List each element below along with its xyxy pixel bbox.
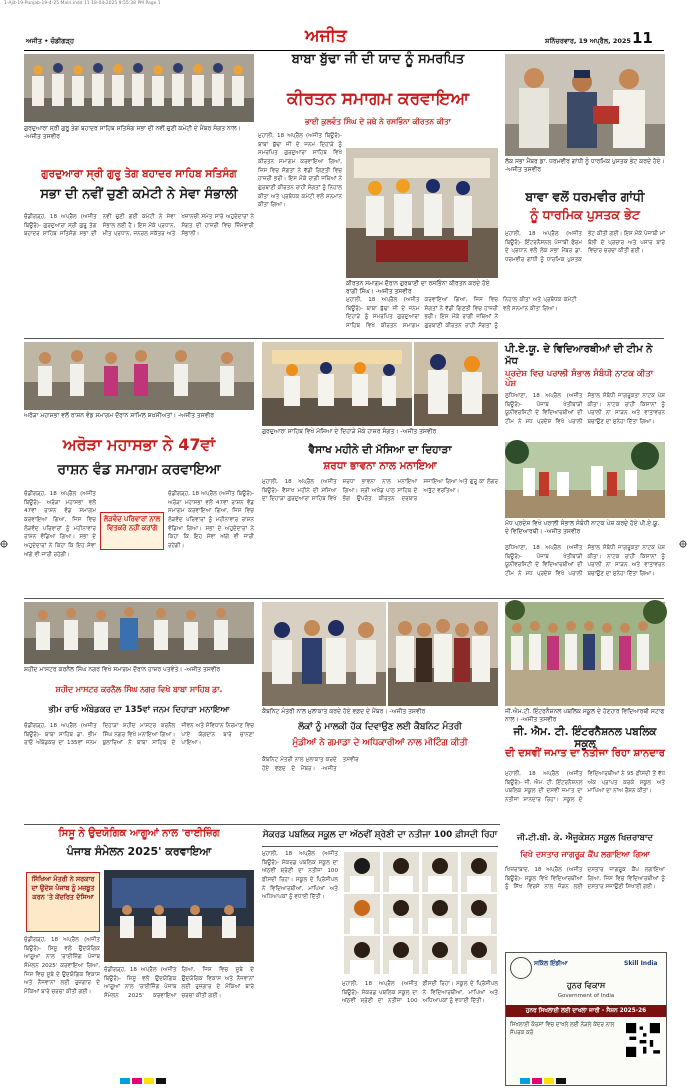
bawa-photo bbox=[505, 54, 665, 156]
pau-photo bbox=[505, 442, 665, 518]
shaheed-headline-2: ਭੀਮ ਰਾਓ ਅੰਬੇਡਕਰ ਦਾ 135ਵਾਂ ਜਨਮ ਦਿਹਾੜਾ ਮਨਾਇਆ bbox=[48, 705, 230, 715]
baba-budha-body-2: ਮੁਹਾਲੀ, 18 ਅਪ੍ਰੈਲ (ਅਜੀਤ ਬਿਊਰੋ)- ਬਾਬਾ ਬੁੱਢਾ ਜੀ ਦੇ ਜਨਮ ਦਿਹਾੜੇ ਨੂੰ ਸਮਰਪਿਤ ਗੁਰਦੁਆਰਾ ਸਾਹਿਬ ਵਿਖੇ ਕੀਰਤਨ ਸਮਾਗਮ ਕਰਵਾਇਆ ਗਿਆ, ਜਿਸ ਵਿਚ ਸੰਗਤਾਂ ਨੇ ਵੱਡੀ ਗਿਣਤੀ ਵਿਚ ਹਾਜ਼ਰੀ ਭਰੀ। ਇਸ ਮੌਕੇ ਰਾਗੀ ਜਥਿਆਂ ਨੇ ਗੁਰਬਾਣੀ ਕੀਰਤਨ ਰਾਹੀਂ ਸੰਗਤਾਂ ਨੂੰ ਨਿਹਾਲ ਕੀਤਾ ਅਤੇ ਪ੍ਰਬੰਧਕ ਕਮੇਟੀ ਵਲੋਂ ਸਨਮਾਨ ਕੀਤਾ ਗਿਆ। bbox=[346, 297, 577, 329]
sacred-body: ਮੁਹਾਲੀ, 18 ਅਪ੍ਰੈਲ (ਅਜੀਤ ਬਿਊਰੋ)- ਸੇਕਰਡ ਪਬਲਿਕ ਸਕੂਲ ਦਾ ਅੱਠਵੀਂ ਸ਼੍ਰੇਣੀ ਦਾ ਨਤੀਜਾ 100 ਫ਼ੀਸਦੀ ਰਿਹਾ। ਸਕੂਲ ਦੇ ਪ੍ਰਿੰਸੀਪਲ ਨੇ ਵਿਦਿਆਰਥੀਆਂ, ਮਾਪਿਆਂ ਅਤੇ ਅਧਿਆਪਕਾਂ ਨੂੰ ਵਧਾਈ ਦਿੱਤੀ। bbox=[262, 851, 338, 901]
masthead-section: ਅਜੀਤ • ਚੰਡੀਗੜ੍ਹ bbox=[26, 37, 74, 45]
gmt-headline-2: ਦੀ ਦਸਵੀਂ ਜਮਾਤ ਦਾ ਨਤੀਜਾ ਰਿਹਾ ਸ਼ਾਨਦਾਰ bbox=[505, 748, 665, 759]
vaisakhi-body: ਮੁਹਾਲੀ, 18 ਅਪ੍ਰੈਲ (ਅਜੀਤ ਬਿਊਰੋ)- ਵੈਸਾਖ ਮਹੀਨੇ ਦੀ ਮੱਸਿਆ ਦਾ ਦਿਹਾੜਾ ਗੁਰਦੁਆਰਾ ਸਾਹਿਬ ਵਿਖੇ ਸ਼ਰਧਾ ਭਾਵਨਾ ਨਾਲ ਮਨਾਇਆ ਗਿਆ। ਸ੍ਰੀ ਅਖੰਡ ਪਾਠ ਸਾਹਿਬ ਦੇ ਭੋਗ ਉਪਰੰਤ ਕੀਰਤਨ ਦਰਬਾਰ ਸਜਾਇਆ ਗਿਆ ਅਤੇ ਗੁਰੂ ਕਾ ਲੰਗਰ ਅਤੁੱਟ ਵਰਤਿਆ। bbox=[262, 479, 498, 503]
sacred-headline: ਸੇਕਰਡ ਪਬਲਿਕ ਸਕੂਲ ਦਾ ਅੱਠਵੀਂ ਸ਼੍ਰੇਣੀ ਦਾ ਨਤੀਜਾ 100 ਫ਼ੀਸਦੀ ਰਿਹਾ bbox=[262, 830, 498, 840]
colour-bar-yellow bbox=[144, 1078, 154, 1084]
bawa-headline-1: ਬਾਵਾ ਵਲੋਂ ਧਰਮਵੀਰ ਗਾਂਧੀ bbox=[525, 189, 645, 204]
committee-top-photo bbox=[24, 54, 254, 122]
gmt-headline-1: ਜੀ. ਐਮ. ਟੀ. ਇੰਟਰਨੈਸ਼ਨਲ ਪਬਲਿਕ ਸਕੂਲ bbox=[513, 726, 657, 751]
cabinet-photo-2 bbox=[388, 602, 498, 706]
sisu-headline-2: ਪੰਜਾਬ ਸੰਮੇਲਨ 2025' ਕਰਵਾਇਆ bbox=[66, 845, 212, 858]
gtb-body: ਖਿਜ਼ਰਾਬਾਦ, 18 ਅਪ੍ਰੈਲ (ਅਜੀਤ ਬਿਊਰੋ)- ਸਕੂਲ ਵਿਖੇ ਵਿਦਿਆਰਥੀਆਂ ਨੂੰ ਸਿੱਖ ਵਿਰਸੇ ਨਾਲ ਜੋੜਨ ਲਈ ਦਸਤਾਰ ਜਾਗਰੂਕ ਕੈਂਪ ਲਗਾਇਆ ਗਿਆ, ਜਿਸ ਵਿਚ ਵਿਦਿਆਰਥੀਆਂ ਨੂੰ ਦਸਤਾਰ ਸਜਾਉਣੀ ਸਿਖਾਈ ਗਈ। bbox=[505, 867, 665, 891]
cabinet-body: ਕੈਬਨਿਟ ਮੰਤਰੀ ਨਾਲ ਮੁਲਾਕਾਤ ਕਰਦੇ ਹੋਏ ਵਫ਼ਦ ਦੇ ਮੈਂਬਰ। -ਅਜੀਤ ਤਸਵੀਰ bbox=[262, 757, 359, 772]
masthead-rule bbox=[24, 50, 664, 51]
gtb-headline-2: ਵਿਖੇ ਦਸਤਾਰ ਜਾਗਰੂਕ ਕੈਂਪ ਲਗਾਇਆ ਗਿਆ bbox=[520, 850, 650, 859]
shaheed-photo-caption: ਸ਼ਹੀਦ ਮਾਸਟਰ ਕਰਨੈਲ ਸਿੰਘ ਨਗਰ ਵਿਖੇ ਸਮਾਗਮ ਦੌਰਾਨ ਹਾਜ਼ਰ ਪਤਵੰਤੇ। -ਅਜੀਤ ਤਸਵੀਰ bbox=[24, 666, 221, 673]
arora-body-2: ਚੰਡੀਗੜ੍ਹ, 18 ਅਪ੍ਰੈਲ (ਅਜੀਤ ਬਿਊਰੋ)- ਅਰੋੜਾ ਮਹਾਸਭਾ ਵਲੋਂ 47ਵਾਂ ਰਾਸ਼ਨ ਵੰਡ ਸਮਾਗਮ ਕਰਵਾਇਆ ਗਿਆ, ਜਿਸ ਵਿਚ ਲੋੜਵੰਦ ਪਰਿਵਾਰਾਂ ਨੂੰ ਮਹੀਨਾਵਾਰ ਰਾਸ਼ਨ ਵੰਡਿਆ ਗਿਆ। ਸਭਾ ਦੇ ਅਹੁਦੇਦਾਰਾਂ ਨੇ ਕਿਹਾ ਕਿ ਇਹ ਸੇਵਾ ਅੱਗੇ ਵੀ ਜਾਰੀ ਰਹੇਗੀ। bbox=[168, 491, 254, 549]
skill-india-ad bbox=[505, 952, 667, 1086]
ad-brand-right: Skill India bbox=[624, 960, 658, 967]
sisu-body: ਚੰਡੀਗੜ੍ਹ, 18 ਅਪ੍ਰੈਲ (ਅਜੀਤ ਬਿਊਰੋ)- ਸਿਸੂ ਵਲੋਂ ਉਦਯੋਗਿਕ ਆਗੂਆਂ ਨਾਲ 'ਰਾਈਜ਼ਿੰਗ ਪੰਜਾਬ ਸੰਮੇਲਨ 2025' ਕਰਵਾਇਆ ਗਿਆ, ਜਿਸ ਵਿਚ ਸੂਬੇ ਦੇ ਉਦਯੋਗਿਕ ਵਿਕਾਸ ਅਤੇ ਨੌਜਵਾਨਾਂ ਲਈ ਰੁਜ਼ਗਾਰ ਦੇ ਮੌਕਿਆਂ ਬਾਰੇ ਚਰਚਾ ਕੀਤੀ ਗਈ। bbox=[24, 937, 100, 995]
ad-body: ਸਿਖਲਾਈ ਕੋਰਸਾਂ ਵਿਚ ਦਾਖਲੇ ਲਈ ਨੇੜਲੇ ਕੇਂਦਰ ਨਾਲ ਸੰਪਰਕ ਕਰੋ bbox=[510, 1022, 615, 1037]
sacred-rule bbox=[262, 846, 498, 847]
sisu-pullquote: ਸਿੱਖਿਆ ਮੰਤਰੀ ਨੇ ਸਰਕਾਰ ਦਾ ਉਦੇਸ਼ ਪੰਜਾਬ ਨੂੰ ਮਜ਼ਬੂਤ ਕਰਨ 'ਤੇ ਕੇਂਦਰਿਤ ਦੱਸਿਆ bbox=[26, 872, 100, 932]
vaisakhi-photo bbox=[262, 342, 412, 426]
pau-headline-1: ਪੀ.ਏ.ਯੂ. ਦੇ ਵਿਦਿਆਰਥੀਆਂ ਦੀ ਟੀਮ ਨੇ ਮੱਧ bbox=[505, 344, 653, 367]
baba-budha-subhead: ਭਾਈ ਕੁਲਵੰਤ ਸਿੰਘ ਦੇ ਜਥੇ ਨੇ ਰਸਭਿੰਨਾ ਕੀਰਤਨ ਕੀਤਾ bbox=[305, 117, 451, 126]
row-2-rule bbox=[24, 598, 664, 599]
committee-photo-caption: ਗੁਰਦੁਆਰਾ ਸ੍ਰੀ ਗੁਰੂ ਤੇਗ ਬਹਾਦਰ ਸਾਹਿਬ ਸਤਿਸੰਗ ਸਭਾ ਦੀ ਨਵੀਂ ਚੁਣੀ ਕਮੇਟੀ ਦੇ ਮੈਂਬਰ ਸੰਗਤ ਨਾਲ। -ਅਜੀਤ ਤਸਵੀਰ bbox=[24, 125, 241, 140]
arora-headline-1: ਅਰੋੜਾ ਮਹਾਸਭਾ ਨੇ 47ਵਾਂ bbox=[62, 435, 216, 454]
cabinet-headline-2: ਮੁੰਡੀਆਂ ਨੇ ਗਮਾਡਾ ਦੇ ਅਧਿਕਾਰੀਆਂ ਨਾਲ ਮੀਟਿੰਗ ਕੀਤੀ bbox=[292, 738, 468, 748]
bawa-body: ਮੁਹਾਲੀ, 18 ਅਪ੍ਰੈਲ (ਅਜੀਤ ਬਿਊਰੋ)- ਇੰਟਰਨੈਸ਼ਨਲ ਪੰਜਾਬੀ ਫੋਰਮ ਦੇ ਪ੍ਰਧਾਨ ਵਲੋਂ ਲੋਕ ਸਭਾ ਮੈਂਬਰ ਡਾ. ਧਰਮਵੀਰ ਗਾਂਧੀ ਨੂੰ ਧਾਰਮਿਕ ਪੁਸਤਕ ਭੇਟ ਕੀਤੀ ਗਈ। ਇਸ ਮੌਕੇ ਪੰਜਾਬੀ ਮਾਂ ਬੋਲੀ ਦੇ ਪ੍ਰਚਾਰ ਅਤੇ ਪਸਾਰ ਬਾਰੇ ਵਿਚਾਰ ਚਰਚਾ ਕੀਤੀ ਗਈ। bbox=[505, 231, 665, 263]
cabinet-photo bbox=[262, 602, 386, 706]
committee-body: ਚੰਡੀਗੜ੍ਹ, 18 ਅਪ੍ਰੈਲ (ਅਜੀਤ ਬਿਊਰੋ)- ਗੁਰਦੁਆਰਾ ਸ੍ਰੀ ਗੁਰੂ ਤੇਗ ਬਹਾਦਰ ਸਾਹਿਬ ਸਤਿਸੰਗ ਸਭਾ ਦੀ ਨਵੀਂ ਚੁਣੀ ਗਈ ਕਮੇਟੀ ਨੇ ਸੇਵਾ ਸੰਭਾਲ ਲਈ ਹੈ। ਇਸ ਮੌਕੇ ਪ੍ਰਧਾਨ, ਮੀਤ ਪ੍ਰਧਾਨ, ਜਨਰਲ ਸਕੱਤਰ ਅਤੇ ਖਜ਼ਾਨਚੀ ਸਮੇਤ ਸਾਰੇ ਅਹੁਦੇਦਾਰਾਂ ਨੇ ਸੰਗਤ ਦੀ ਹਾਜ਼ਰੀ ਵਿਚ ਜ਼ਿੰਮੇਵਾਰੀ ਸੰਭਾਲੀ। bbox=[24, 214, 254, 238]
committee-headline-2: ਸਭਾ ਦੀ ਨਵੀਂ ਚੁਣੀ ਕਮੇਟੀ ਨੇ ਸੇਵਾ ਸੰਭਾਲੀ bbox=[40, 187, 238, 202]
bawa-headline-2: ਨੂੰ ਧਾਰਮਿਕ ਪੁਸਤਕ ਭੇਟ bbox=[530, 207, 640, 222]
shaheed-headline-1: ਸ਼ਹੀਦ ਮਾਸਟਰ ਕਰਨੈਲ ਸਿੰਘ ਨਗਰ ਵਿਖੇ ਬਾਬਾ ਸਾਹਿਬ ਡਾ. bbox=[55, 685, 223, 694]
sacred-photos bbox=[342, 850, 498, 976]
gtb-headline-1: ਜੀ.ਟੀ.ਬੀ. ਕੇ. ਐਜੂਕੇਸ਼ਨ ਸਕੂਲ ਖਿਜ਼ਰਾਬਾਦ bbox=[516, 833, 654, 843]
colour-bar-magenta-2 bbox=[532, 1078, 542, 1084]
pau-headline-2: ਪ੍ਰਦੇਸ਼ ਵਿਚ ਪਰਾਲੀ ਸੰਭਾਲ ਸੰਬੰਧੀ ਨਾਟਕ ਕੀਤਾ ਪੇਸ਼ bbox=[505, 369, 654, 389]
baba-budha-headline-2: ਕੀਰਤਨ ਸਮਾਗਮ ਕਰਵਾਇਆ bbox=[287, 89, 469, 109]
shaheed-body: ਚੰਡੀਗੜ੍ਹ, 18 ਅਪ੍ਰੈਲ (ਅਜੀਤ ਬਿਊਰੋ)- ਬਾਬਾ ਸਾਹਿਬ ਡਾ. ਭੀਮ ਰਾਓ ਅੰਬੇਡਕਰ ਦਾ 135ਵਾਂ ਜਨਮ ਦਿਹਾੜਾ ਸ਼ਹੀਦ ਮਾਸਟਰ ਕਰਨੈਲ ਸਿੰਘ ਨਗਰ ਵਿਖੇ ਮਨਾਇਆ ਗਿਆ। ਬੁਲਾਰਿਆਂ ਨੇ ਬਾਬਾ ਸਾਹਿਬ ਦੇ ਜੀਵਨ ਅਤੇ ਸੰਵਿਧਾਨ ਨਿਰਮਾਣ ਵਿਚ ਪਾਏ ਯੋਗਦਾਨ ਬਾਰੇ ਚਾਨਣਾ ਪਾਇਆ। bbox=[24, 723, 254, 747]
shaheed-photo bbox=[24, 602, 254, 664]
colour-bar-yellow-2 bbox=[544, 1078, 554, 1084]
printer-slug: 1-Ajit-19-Punjab-19-4-25 Main.indd 11 18-04-2025 9:55:38 PM Page 1 bbox=[4, 1, 161, 6]
sacred-body-2: ਮੁਹਾਲੀ, 18 ਅਪ੍ਰੈਲ (ਅਜੀਤ ਬਿਊਰੋ)- ਸੇਕਰਡ ਪਬਲਿਕ ਸਕੂਲ ਦਾ ਅੱਠਵੀਂ ਸ਼੍ਰੇਣੀ ਦਾ ਨਤੀਜਾ 100 ਫ਼ੀਸਦੀ ਰਿਹਾ। ਸਕੂਲ ਦੇ ਪ੍ਰਿੰਸੀਪਲ ਨੇ ਵਿਦਿਆਰਥੀਆਂ, ਮਾਪਿਆਂ ਅਤੇ ਅਧਿਆਪਕਾਂ ਨੂੰ ਵਧਾਈ ਦਿੱਤੀ। bbox=[342, 981, 498, 1005]
cabinet-headline-1: ਲੋਕਾਂ ਨੂੰ ਮਾਲਕੀ ਹੱਕ ਦਿਵਾਉਣ ਲਈ ਕੈਬਨਿਟ ਮੰਤਰੀ bbox=[298, 722, 462, 732]
colour-bar-black-2 bbox=[556, 1078, 566, 1084]
pau-body: ਲੁਧਿਆਣਾ, 18 ਅਪ੍ਰੈਲ (ਅਜੀਤ ਬਿਊਰੋ)- ਪੰਜਾਬ ਖੇਤੀਬਾੜੀ ਯੂਨੀਵਰਸਿਟੀ ਦੇ ਵਿਦਿਆਰਥੀਆਂ ਦੀ ਟੀਮ ਨੇ ਮੱਧ ਪ੍ਰਦੇਸ਼ ਵਿਖੇ ਪਰਾਲੀ ਸੰਭਾਲ ਸੰਬੰਧੀ ਜਾਗਰੂਕਤਾ ਨਾਟਕ ਪੇਸ਼ ਕੀਤਾ। ਨਾਟਕ ਰਾਹੀਂ ਕਿਸਾਨਾਂ ਨੂੰ ਪਰਾਲੀ ਨਾ ਸਾੜਨ ਅਤੇ ਵਾਤਾਵਰਨ ਬਚਾਉਣ ਦਾ ਸੁਨੇਹਾ ਦਿੱਤਾ ਗਿਆ। bbox=[505, 393, 665, 425]
vaisakhi-photo-2 bbox=[414, 342, 498, 426]
colour-bar-magenta bbox=[132, 1078, 142, 1084]
cabinet-photo-caption: ਕੈਬਨਿਟ ਮੰਤਰੀ ਨਾਲ ਮੁਲਾਕਾਤ ਕਰਦੇ ਹੋਏ ਵਫ਼ਦ ਦੇ ਮੈਂਬਰ। -ਅਜੀਤ ਤਸਵੀਰ bbox=[262, 708, 426, 715]
baba-budha-body: ਮੁਹਾਲੀ, 18 ਅਪ੍ਰੈਲ (ਅਜੀਤ ਬਿਊਰੋ)- ਬਾਬਾ ਬੁੱਢਾ ਜੀ ਦੇ ਜਨਮ ਦਿਹਾੜੇ ਨੂੰ ਸਮਰਪਿਤ ਗੁਰਦੁਆਰਾ ਸਾਹਿਬ ਵਿਖੇ ਕੀਰਤਨ ਸਮਾਗਮ ਕਰਵਾਇਆ ਗਿਆ, ਜਿਸ ਵਿਚ ਸੰਗਤਾਂ ਨੇ ਵੱਡੀ ਗਿਣਤੀ ਵਿਚ ਹਾਜ਼ਰੀ ਭਰੀ। ਇਸ ਮੌਕੇ ਰਾਗੀ ਜਥਿਆਂ ਨੇ ਗੁਰਬਾਣੀ ਕੀਰਤਨ ਰਾਹੀਂ ਸੰਗਤਾਂ ਨੂੰ ਨਿਹਾਲ ਕੀਤਾ ਅਤੇ ਪ੍ਰਬੰਧਕ ਕਮੇਟੀ ਵਲੋਂ ਸਨਮਾਨ ਕੀਤਾ ਗਿਆ। bbox=[258, 133, 342, 209]
pau-body-2: ਲੁਧਿਆਣਾ, 18 ਅਪ੍ਰੈਲ (ਅਜੀਤ ਬਿਊਰੋ)- ਪੰਜਾਬ ਖੇਤੀਬਾੜੀ ਯੂਨੀਵਰਸਿਟੀ ਦੇ ਵਿਦਿਆਰਥੀਆਂ ਦੀ ਟੀਮ ਨੇ ਮੱਧ ਪ੍ਰਦੇਸ਼ ਵਿਖੇ ਪਰਾਲੀ ਸੰਭਾਲ ਸੰਬੰਧੀ ਜਾਗਰੂਕਤਾ ਨਾਟਕ ਪੇਸ਼ ਕੀਤਾ। ਨਾਟਕ ਰਾਹੀਂ ਕਿਸਾਨਾਂ ਨੂੰ ਪਰਾਲੀ ਨਾ ਸਾੜਨ ਅਤੇ ਵਾਤਾਵਰਨ ਬਚਾਉਣ ਦਾ ਸੁਨੇਹਾ ਦਿੱਤਾ ਗਿਆ। bbox=[505, 545, 665, 577]
ad-brand-left: ਸਕਿੱਲ ਇੰਡੀਆ bbox=[534, 960, 568, 967]
ad-emblem-icon bbox=[510, 957, 532, 979]
ad-subtitle: Government of India bbox=[557, 993, 615, 999]
gmt-photo-caption: ਜੀ.ਐਮ.ਟੀ. ਇੰਟਰਨੈਸ਼ਨਲ ਪਬਲਿਕ ਸਕੂਲ ਦੇ ਹੋਣਹਾਰ ਵਿਦਿਆਰਥੀ ਸਟਾਫ ਨਾਲ। -ਅਜੀਤ ਤਸਵੀਰ bbox=[505, 708, 665, 723]
baba-budha-photo bbox=[346, 148, 498, 278]
colour-bar-cyan-2 bbox=[520, 1078, 530, 1084]
baba-budha-photo-caption: ਕੀਰਤਨ ਸਮਾਗਮ ਦੌਰਾਨ ਗੁਰਬਾਣੀ ਦਾ ਰਸਭਿੰਨਾ ਕੀਰਤਨ ਕਰਦੇ ਹੋਏ ਰਾਗੀ ਸਿੰਘ। -ਅਜੀਤ ਤਸਵੀਰ bbox=[346, 280, 490, 295]
ad-banner: ਹੁਨਰ ਸਿਖਲਾਈ ਲਈ ਦਾਖਲਾ ਜਾਰੀ - ਸੈਸ਼ਨ 2025-26 bbox=[506, 1005, 666, 1017]
masthead-logo: ਅਜੀਤ bbox=[305, 26, 347, 46]
vaisakhi-headline-2: ਸ਼ਰਧਾ ਭਾਵਨਾ ਨਾਲ ਮਨਾਇਆ bbox=[323, 460, 437, 472]
row-1-rule bbox=[24, 338, 664, 339]
sisu-photo bbox=[104, 870, 254, 962]
baba-budha-headline-1: ਬਾਬਾ ਬੁੱਢਾ ਜੀ ਦੀ ਯਾਦ ਨੂੰ ਸਮਰਪਿਤ bbox=[291, 52, 465, 67]
arora-pullquote: ਲੋੜਵੰਦ ਪਰਿਵਾਰਾਂ ਨਾਲ ਵਿਤਕਰੇ ਨਹੀਂ ਕਰਾਂਗੇ bbox=[100, 512, 164, 550]
row-3-rule bbox=[24, 824, 500, 825]
ad-qr-code-icon bbox=[626, 1023, 660, 1057]
colour-bar-black bbox=[156, 1078, 166, 1084]
committee-headline-1: ਗੁਰਦੁਆਰਾ ਸ੍ਰੀ ਗੁਰੂ ਤੇਗ ਬਹਾਦਰ ਸਾਹਿਬ ਸਤਿਸੰਗ bbox=[41, 168, 237, 180]
registration-mark-right bbox=[679, 540, 687, 548]
sisu-body-2: ਚੰਡੀਗੜ੍ਹ, 18 ਅਪ੍ਰੈਲ (ਅਜੀਤ ਬਿਊਰੋ)- ਸਿਸੂ ਵਲੋਂ ਉਦਯੋਗਿਕ ਆਗੂਆਂ ਨਾਲ 'ਰਾਈਜ਼ਿੰਗ ਪੰਜਾਬ ਸੰਮੇਲਨ 2025' ਕਰਵਾਇਆ ਗਿਆ, ਜਿਸ ਵਿਚ ਸੂਬੇ ਦੇ ਉਦਯੋਗਿਕ ਵਿਕਾਸ ਅਤੇ ਨੌਜਵਾਨਾਂ ਲਈ ਰੁਜ਼ਗਾਰ ਦੇ ਮੌਕਿਆਂ ਬਾਰੇ ਚਰਚਾ ਕੀਤੀ ਗਈ। bbox=[104, 967, 254, 999]
arora-photo bbox=[24, 342, 254, 410]
page-number: 11 bbox=[632, 29, 653, 47]
ad-title: ਹੁਨਰ ਵਿਕਾਸ bbox=[566, 981, 606, 990]
colour-bar-cyan bbox=[120, 1078, 130, 1084]
gmt-body: ਮੁਹਾਲੀ, 18 ਅਪ੍ਰੈਲ (ਅਜੀਤ ਬਿਊਰੋ)- ਜੀ. ਐਮ. ਟੀ. ਇੰਟਰਨੈਸ਼ਨਲ ਪਬਲਿਕ ਸਕੂਲ ਦੀ ਦਸਵੀਂ ਜਮਾਤ ਦਾ ਨਤੀਜਾ ਸ਼ਾਨਦਾਰ ਰਿਹਾ। ਸਕੂਲ ਦੇ ਵਿਦਿਆਰਥੀਆਂ ਨੇ 95 ਫ਼ੀਸਦੀ ਤੋਂ ਵੱਧ ਅੰਕ ਪ੍ਰਾਪਤ ਕਰਕੇ ਸਕੂਲ ਅਤੇ ਮਾਪਿਆਂ ਦਾ ਨਾਂਅ ਰੌਸ਼ਨ ਕੀਤਾ। bbox=[505, 771, 665, 803]
gmt-photo bbox=[505, 602, 665, 706]
bawa-photo-caption: ਲੋਕ ਸਭਾ ਮੈਂਬਰ ਡਾ. ਧਰਮਵੀਰ ਗਾਂਧੀ ਨੂੰ ਧਾਰਮਿਕ ਪੁਸਤਕ ਭੇਟ ਕਰਦੇ ਹੋਏ। -ਅਜੀਤ ਤਸਵੀਰ bbox=[505, 158, 665, 173]
registration-mark-left bbox=[0, 540, 8, 548]
arora-headline-2: ਰਾਸ਼ਨ ਵੰਡ ਸਮਾਗਮ ਕਰਵਾਇਆ bbox=[57, 462, 221, 478]
pau-photo-caption: ਮੱਧ ਪ੍ਰਦੇਸ਼ ਵਿਖੇ ਪਰਾਲੀ ਸੰਭਾਲ ਸੰਬੰਧੀ ਨਾਟਕ ਪੇਸ਼ ਕਰਦੇ ਹੋਏ ਪੀ.ਏ.ਯੂ. ਦੇ ਵਿਦਿਆਰਥੀ। -ਅਜੀਤ ਤਸਵੀਰ bbox=[505, 520, 660, 535]
arora-photo-caption: ਅਰੋੜਾ ਮਹਾਸਭਾ ਵਲੋਂ ਰਾਸ਼ਨ ਵੰਡ ਸਮਾਗਮ ਦੌਰਾਨ ਸ਼ਾਮਿਲ ਸ਼ਖ਼ਸੀਅਤਾਂ। -ਅਜੀਤ ਤਸਵੀਰ bbox=[24, 412, 214, 419]
arora-body: ਚੰਡੀਗੜ੍ਹ, 18 ਅਪ੍ਰੈਲ (ਅਜੀਤ ਬਿਊਰੋ)- ਅਰੋੜਾ ਮਹਾਸਭਾ ਵਲੋਂ 47ਵਾਂ ਰਾਸ਼ਨ ਵੰਡ ਸਮਾਗਮ ਕਰਵਾਇਆ ਗਿਆ, ਜਿਸ ਵਿਚ ਲੋੜਵੰਦ ਪਰਿਵਾਰਾਂ ਨੂੰ ਮਹੀਨਾਵਾਰ ਰਾਸ਼ਨ ਵੰਡਿਆ ਗਿਆ। ਸਭਾ ਦੇ ਅਹੁਦੇਦਾਰਾਂ ਨੇ ਕਿਹਾ ਕਿ ਇਹ ਸੇਵਾ ਅੱਗੇ ਵੀ ਜਾਰੀ ਰਹੇਗੀ। bbox=[24, 491, 96, 558]
vaisakhi-headline-1: ਵੈਸਾਖ ਮਹੀਨੇ ਦੀ ਮੱਸਿਆ ਦਾ ਦਿਹਾੜਾ bbox=[308, 444, 452, 456]
vaisakhi-photo-caption: ਗੁਰਦੁਆਰਾ ਸਾਹਿਬ ਵਿਖੇ ਮੱਸਿਆ ਦੇ ਦਿਹਾੜੇ ਮੌਕੇ ਹਾਜ਼ਰ ਸੰਗਤ। -ਅਜੀਤ ਤਸਵੀਰ bbox=[262, 428, 437, 435]
sisu-headline-1: ਸਿਸੂ ਨੇ ਉਦਯੋਗਿਕ ਆਗੂਆਂ ਨਾਲ 'ਰਾਈਜ਼ਿੰਗ bbox=[58, 828, 220, 839]
masthead-date: ਸ਼ਨਿੱਚਰਵਾਰ, 19 ਅਪ੍ਰੈਲ, 2025 bbox=[545, 37, 631, 45]
